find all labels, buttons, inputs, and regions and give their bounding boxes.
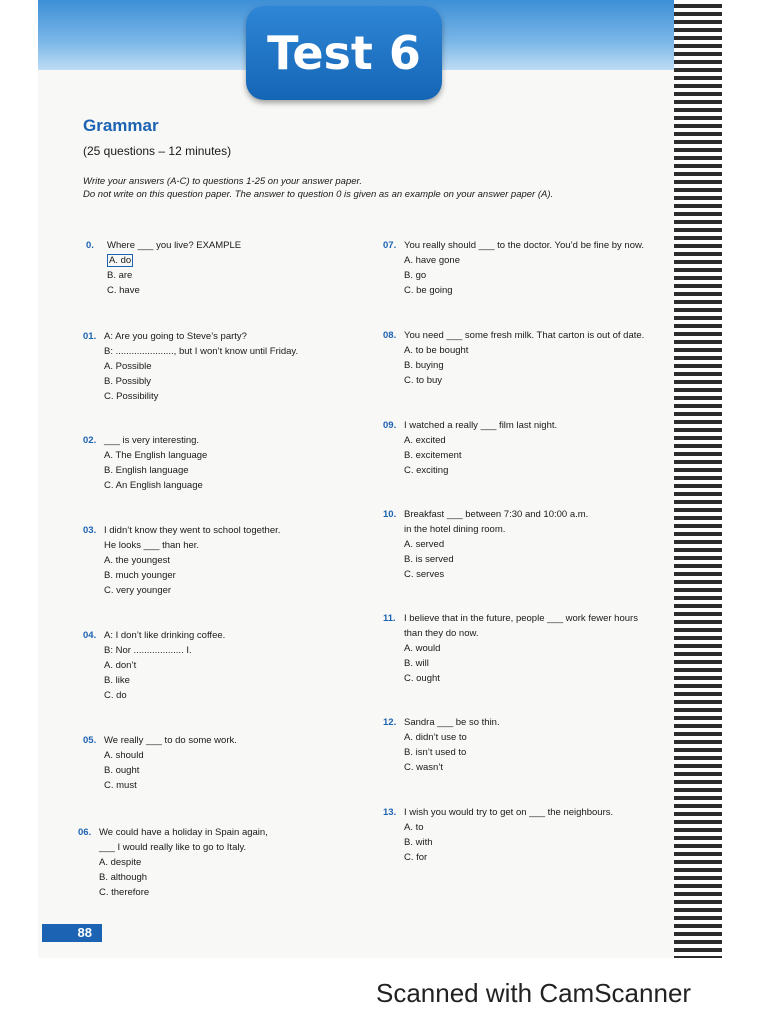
answer-option-text: B. buying (404, 360, 444, 371)
answer-option (383, 745, 658, 760)
answer-option (83, 448, 358, 463)
question-stem: You really should ___ to the doctor. You’d be fine by now. (404, 240, 644, 251)
question-4 (83, 628, 358, 703)
question-stem: We could have a holiday in Spain again, (99, 827, 268, 838)
question-10 (383, 507, 658, 582)
question-stem: I watched a really ___ film last night. (404, 420, 558, 431)
answer-option (383, 343, 658, 358)
answer-option (383, 835, 658, 850)
question-text (83, 433, 358, 448)
question-text (383, 805, 658, 820)
answer-option (83, 658, 358, 673)
question-number: 0. (86, 240, 94, 251)
question-stem: You need ___ some fresh milk. That carton is out of date. (404, 330, 645, 341)
answer-option (83, 568, 358, 583)
answer-option-text: A. Possible (104, 361, 152, 372)
instructions-line-2: Do not write on this question paper. The answer to question 0 is given as an example on your answer paper (A). (83, 189, 554, 200)
answer-option (383, 253, 658, 268)
answer-option (83, 673, 358, 688)
question-text (383, 507, 658, 522)
answer-option-text: A. have gone (404, 255, 460, 266)
question-text (383, 611, 658, 626)
answer-option (78, 885, 353, 900)
answer-option (383, 537, 658, 552)
answer-option (383, 463, 658, 478)
answer-option-text: C. have (107, 285, 140, 296)
question-number: 06. (78, 827, 92, 838)
question-stem: We really ___ to do some work. (104, 735, 237, 746)
answer-option (383, 358, 658, 373)
question-1 (83, 329, 358, 404)
instructions-line-1: Write your answers (A-C) to questions 1-25 on your answer paper. (83, 176, 362, 187)
question-text: ___ I would really like to go to Italy. (99, 842, 247, 853)
question-text (83, 733, 358, 748)
question-6 (78, 825, 353, 900)
answer-option-text: B. ought (104, 765, 140, 776)
question-3 (83, 523, 358, 598)
question-stem: Where ___ you live? EXAMPLE (107, 240, 242, 251)
question-5 (83, 733, 358, 793)
question-text (383, 418, 658, 433)
answer-option-text: B. isn’t used to (404, 747, 467, 758)
section-heading: Grammar (83, 116, 159, 135)
question-number: 11. (383, 613, 396, 624)
question-stem: ___ is very interesting. (104, 435, 200, 446)
section-subtitle: (25 questions – 12 minutes) (83, 144, 232, 158)
answer-option-text: B. with (404, 837, 433, 848)
answer-option (86, 268, 361, 283)
answer-option (83, 748, 358, 763)
question-number: 08. (383, 330, 397, 341)
question-text: He looks ___ than her. (104, 540, 200, 551)
answer-option (383, 850, 658, 865)
answer-option-text: A. didn’t use to (404, 732, 467, 743)
question-number: 04. (83, 630, 97, 641)
answer-option-text: C. therefore (99, 887, 150, 898)
answer-option (83, 778, 358, 793)
instructions (83, 175, 603, 201)
question-number: 12. (383, 717, 397, 728)
question-8 (383, 328, 658, 388)
answer-option-text: C. must (104, 780, 137, 791)
question-9 (383, 418, 658, 478)
question-stem: Sandra ___ be so thin. (404, 717, 500, 728)
answer-option-text: A. don’t (104, 660, 137, 671)
question-12 (383, 715, 658, 775)
answer-option (83, 463, 358, 478)
answer-option-text: A. the youngest (104, 555, 171, 566)
answer-option (383, 656, 658, 671)
answer-option-text: C. serves (404, 569, 445, 580)
page-number: 88 (42, 924, 102, 942)
answer-option-text: B. is served (404, 554, 454, 565)
question-text: B: Nor ................... I. (104, 645, 192, 656)
answer-option-text: C. exciting (404, 465, 449, 476)
answer-option (83, 763, 358, 778)
spiral-binding (674, 0, 724, 958)
question-text (83, 523, 358, 538)
question-stem: Breakfast ___ between 7:30 and 10:00 a.m. (404, 509, 589, 520)
answer-option (83, 478, 358, 493)
answer-option (383, 433, 658, 448)
answer-option-text: A. The English language (104, 450, 208, 461)
question-text: B: ......................, but I won’t know until Friday. (104, 346, 299, 357)
answer-option-text: A. to (404, 822, 424, 833)
question-number: 03. (83, 525, 97, 536)
answer-option-text: B. excitement (404, 450, 462, 461)
question-text: than they do now. (404, 628, 479, 639)
question-number: 09. (383, 420, 397, 431)
answer-option-text: C. An English language (104, 480, 203, 491)
page-edge (722, 0, 768, 958)
answer-option (383, 641, 658, 656)
answer-option-text: C. for (404, 852, 428, 863)
question-number: 10. (383, 509, 397, 520)
question-0 (86, 238, 361, 298)
question-text (383, 715, 658, 730)
answer-option-text: C. ought (404, 673, 440, 684)
answer-option-text: C. do (104, 690, 127, 701)
answer-option (383, 283, 658, 298)
answer-option-text: B. English language (104, 465, 189, 476)
answer-option (383, 268, 658, 283)
answer-option (383, 448, 658, 463)
answer-option (83, 583, 358, 598)
answer-option-text: A. despite (99, 857, 142, 868)
question-number: 07. (383, 240, 397, 251)
answer-option-text: B. Possibly (104, 376, 151, 387)
question-text (383, 328, 658, 343)
answer-option-text: C. wasn’t (404, 762, 444, 773)
answer-option (383, 567, 658, 582)
answer-option-text: A. do (109, 255, 132, 266)
answer-option-text: B. like (104, 675, 130, 686)
answer-option (383, 730, 658, 745)
test-title: Test 6 (246, 6, 442, 100)
question-text (383, 238, 658, 253)
question-number: 13. (383, 807, 397, 818)
scanner-watermark: Scanned with CamScanner (376, 978, 692, 1008)
question-2 (83, 433, 358, 493)
question-7 (383, 238, 658, 298)
answer-option (86, 253, 361, 268)
answer-option-text: C. Possibility (104, 391, 159, 402)
question-number: 01. (83, 331, 97, 342)
answer-option (83, 688, 358, 703)
question-stem: A: Are you going to Steve’s party? (104, 331, 247, 342)
answer-option-text: A. to be bought (404, 345, 469, 356)
answer-option-text: A. would (404, 643, 441, 654)
question-stem: I believe that in the future, people ___ work fewer hours (404, 613, 638, 624)
answer-option-text: A. served (404, 539, 445, 550)
answer-option (78, 870, 353, 885)
answer-option (383, 552, 658, 567)
answer-option-text: B. are (107, 270, 133, 281)
question-11 (383, 611, 658, 686)
answer-option (83, 553, 358, 568)
question-number: 05. (83, 735, 97, 746)
answer-option-text: C. to buy (404, 375, 443, 386)
answer-option-text: B. go (404, 270, 427, 281)
answer-option-text: A. excited (404, 435, 446, 446)
answer-option (383, 760, 658, 775)
answer-option (383, 820, 658, 835)
answer-option-text: C. very younger (104, 585, 172, 596)
answer-option-text: B. although (99, 872, 148, 883)
question-text: in the hotel dining room. (404, 524, 506, 535)
answer-option (78, 855, 353, 870)
question-stem: I wish you would try to get on ___ the neighbours. (404, 807, 614, 818)
question-13 (383, 805, 658, 865)
answer-option-text: B. will (404, 658, 429, 669)
answer-option-text: A. should (104, 750, 144, 761)
question-text (86, 238, 361, 253)
answer-option (83, 374, 358, 389)
answer-option (83, 359, 358, 374)
answer-option (83, 389, 358, 404)
question-text (83, 329, 358, 344)
question-text (78, 825, 353, 840)
question-number: 02. (83, 435, 97, 446)
answer-option (86, 283, 361, 298)
question-stem: A: I don’t like drinking coffee. (104, 630, 226, 641)
question-text (83, 628, 358, 643)
question-stem: I didn’t know they went to school together. (104, 525, 281, 536)
answer-option (383, 671, 658, 686)
answer-option-text: B. much younger (104, 570, 176, 581)
answer-option (383, 373, 658, 388)
answer-option-text: C. be going (404, 285, 453, 296)
